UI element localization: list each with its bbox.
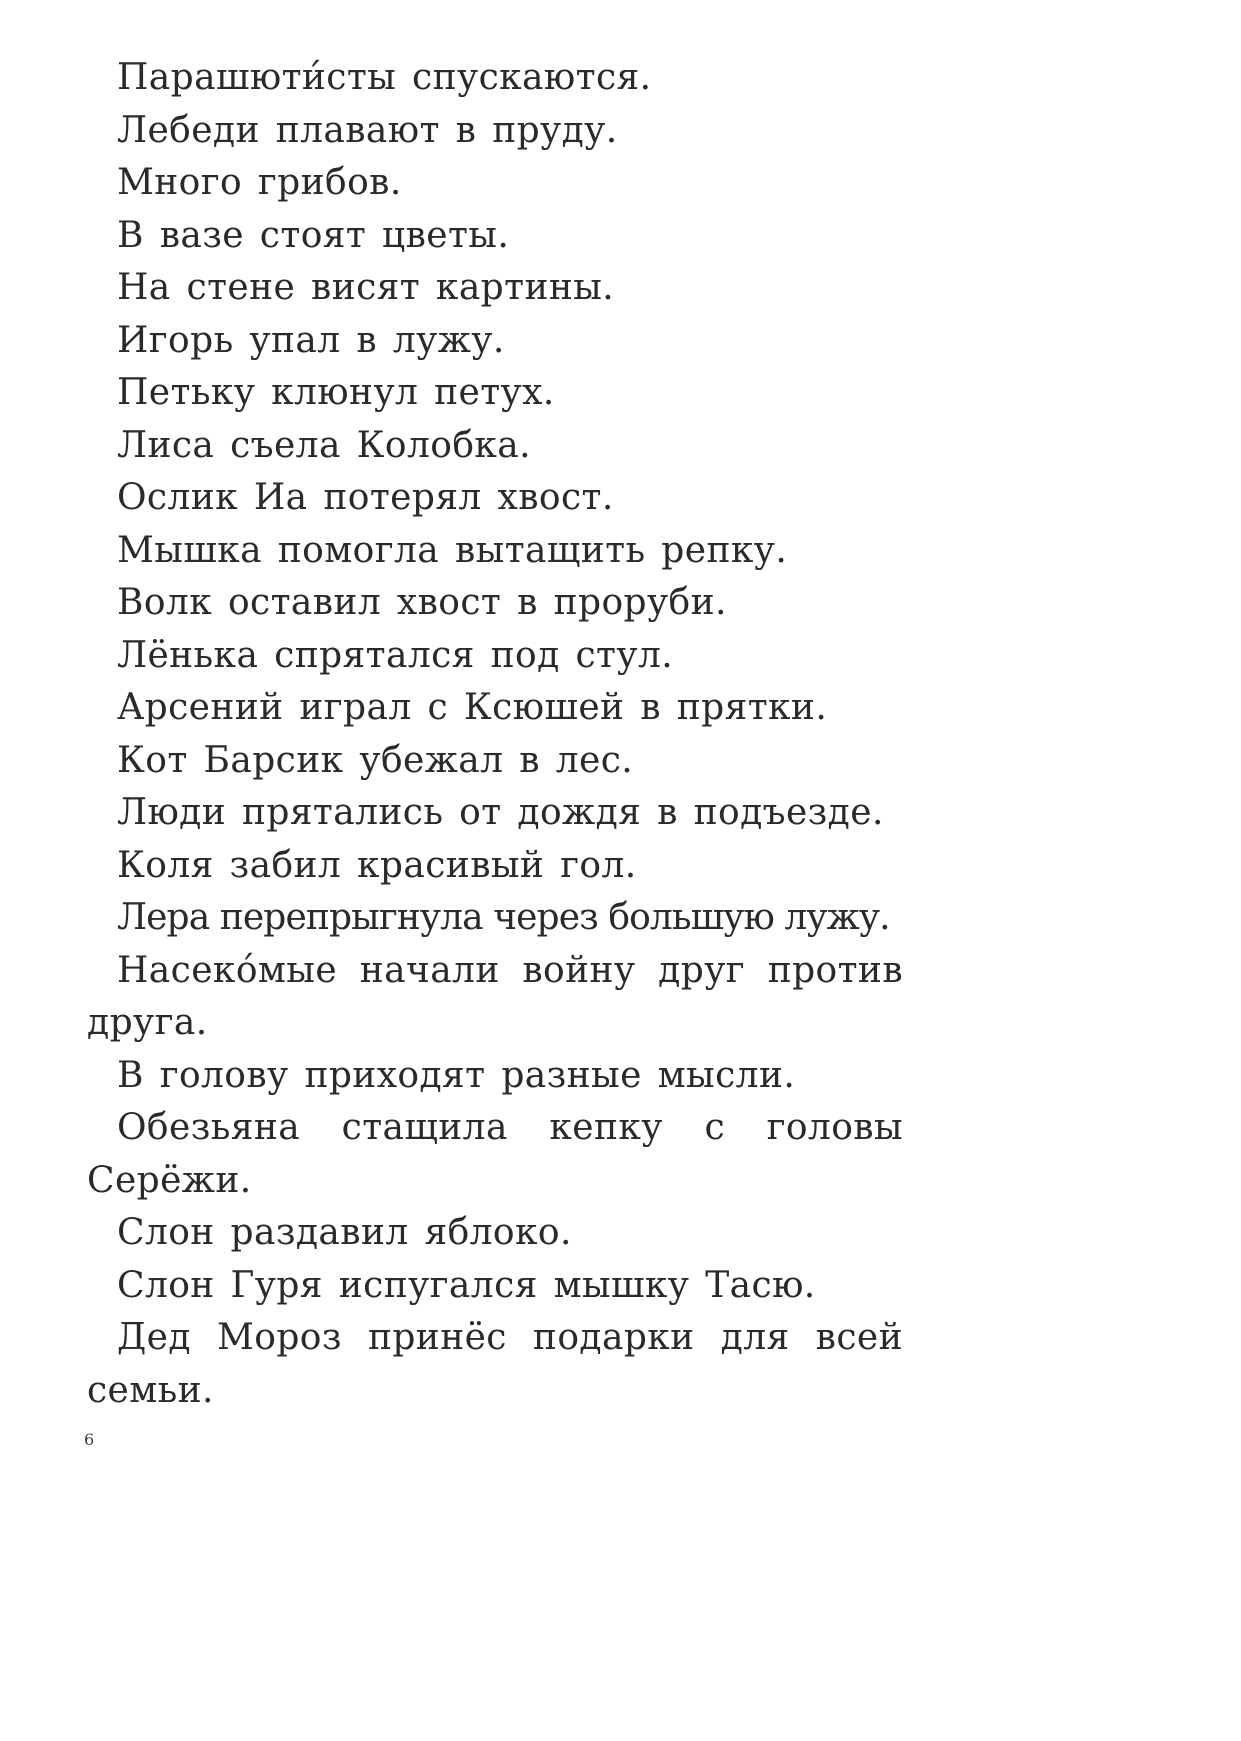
sentence-line: Лёнька спрятался под стул.: [117, 634, 674, 676]
sentence-line: Много грибов.: [117, 162, 402, 203]
sentence-line: Коля забил красивый гол.: [117, 844, 637, 886]
sentence-continuation: семьи.: [87, 1369, 214, 1411]
sentence-line: Парашюти́сты спускаются.: [117, 57, 652, 98]
sentence-line: Игорь упал в лужу.: [117, 319, 505, 361]
sentence-line: Кот Барсик убежал в лес.: [117, 739, 634, 781]
sentence-line: В голову приходят разные мысли.: [117, 1054, 796, 1096]
sentence-continuation: друга.: [87, 1002, 208, 1043]
sentence-line: Лебеди плавают в пруду.: [117, 109, 618, 151]
sentence-line: Слон Гуря испугался мышку Тасю.: [117, 1264, 816, 1306]
sentence-line: Мышка помогла вытащить репку.: [117, 529, 788, 571]
sentence-line: В вазе стоят цветы.: [117, 214, 510, 256]
sentence-list: [87, 52, 903, 1417]
sentence-line: Лиса съела Колобка.: [117, 424, 532, 466]
sentence-line: Люди прятались от дождя в подъезде.: [117, 792, 884, 833]
sentence-line: Волк оставил хвост в проруби.: [117, 582, 727, 623]
sentence-line: Петьку клюнул петух.: [117, 372, 555, 413]
sentence-continuation: Серёжи.: [87, 1159, 252, 1201]
page-number: 6: [84, 1430, 95, 1449]
sentence-line: Дед Мороз принёс подарки для всей: [117, 1317, 903, 1358]
sentence-line: Лера перепрыгнула через большую лужу.: [117, 897, 890, 938]
sentence-line: Насеко́мые начали войну друг против: [117, 949, 903, 991]
sentence-line: На стене висят картины.: [117, 267, 615, 308]
sentence-line: Обезьяна стащила кепку с головы: [117, 1107, 903, 1148]
sentence-line: Ослик Иа потерял хвост.: [117, 477, 614, 518]
sentence-line: Слон раздавил яблоко.: [117, 1212, 572, 1253]
sentence-line: Арсений играл с Ксюшей в прятки.: [117, 687, 828, 728]
